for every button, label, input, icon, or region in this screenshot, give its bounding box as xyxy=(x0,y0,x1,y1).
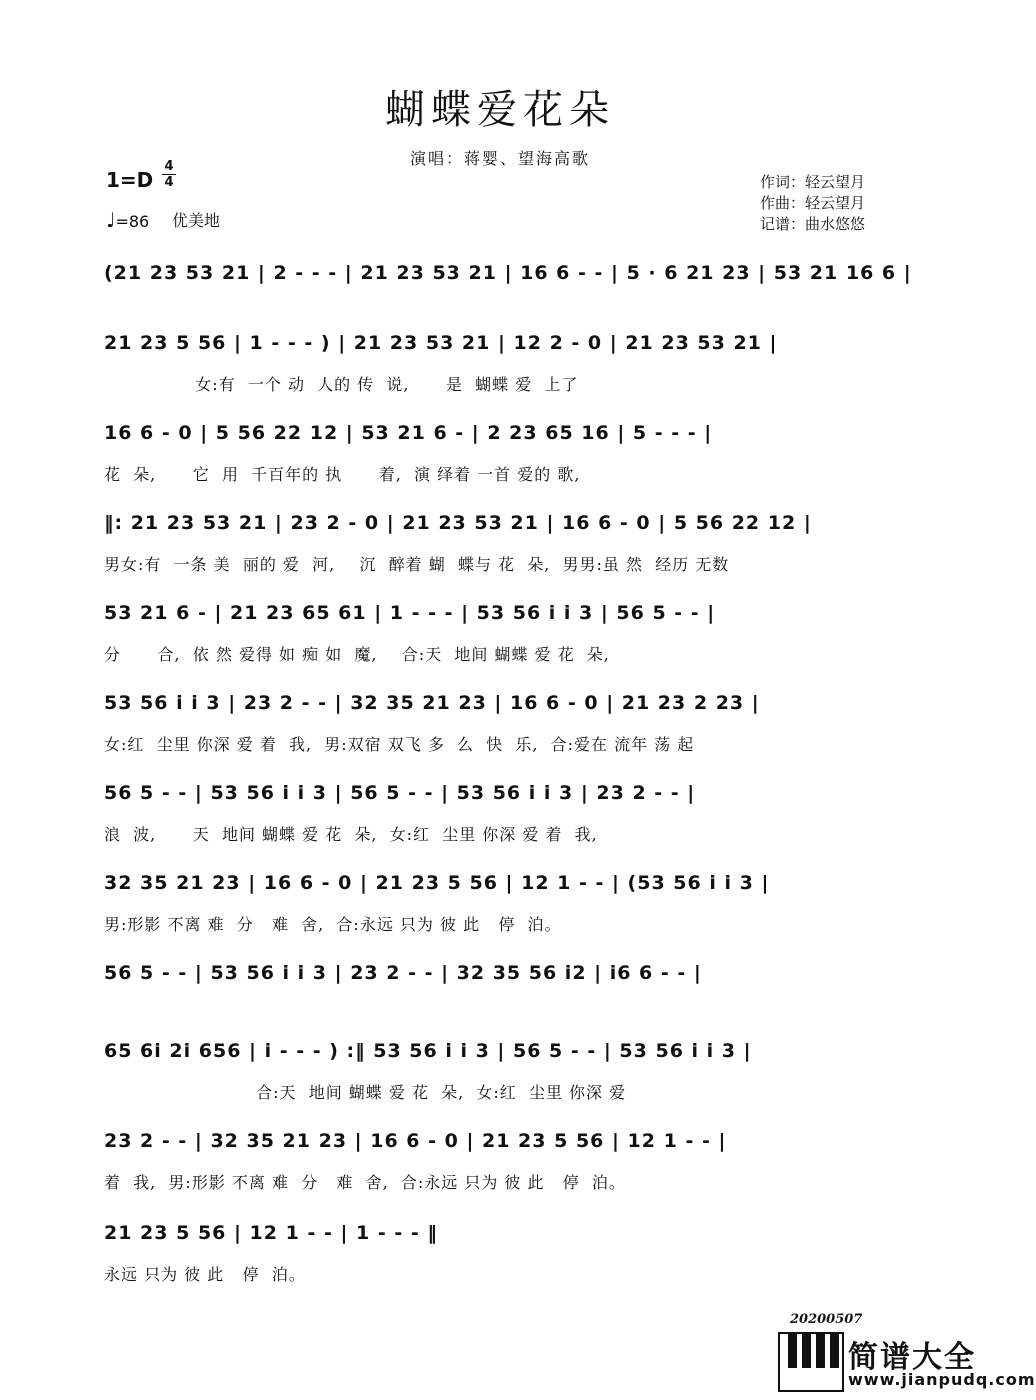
site-logo xyxy=(778,1332,1036,1394)
logo-text: 简谱大全 xyxy=(848,1340,976,1375)
quarter-note-icon: ♩ xyxy=(106,208,116,232)
notation-line: 16 6 - 0 | 5 56 22 12 | 53 21 6 - | 2 23 65 16 | 5 - - - | xyxy=(104,422,713,444)
tempo-value: =86 xyxy=(115,212,150,231)
composer-credit: 作曲：轻云望月 xyxy=(760,194,866,212)
lyric-line: 男:形影 不离 难 分 难 舍, 合:永远 只为 彼 此 停 泊。 xyxy=(104,915,562,934)
piano-icon xyxy=(778,1332,844,1392)
lyric-line: 永远 只为 彼 此 停 泊。 xyxy=(104,1265,306,1284)
lyric-line: 着 我, 男:形影 不离 难 分 难 舍, 合:永远 只为 彼 此 停 泊。 xyxy=(104,1173,626,1192)
notation-line: 53 21 6 - | 21 23 65 61 | 1 - - - | 53 56 i i 3 | 56 5 - - | xyxy=(104,602,716,624)
credits-block xyxy=(760,172,865,235)
key-signature: 1=D xyxy=(106,168,154,192)
singer-credit: 演唱：蒋婴、望海高歌 xyxy=(409,149,590,168)
lyric-line: 分 合, 依 然 爱得 如 痴 如 魔, 合:天 地间 蝴蝶 爱 花 朵, xyxy=(104,645,610,664)
style-marking: 优美地 xyxy=(172,211,221,230)
transcription-date: 20200507 xyxy=(790,1312,863,1327)
notation-line: (21 23 53 21 | 2 - - - | 21 23 53 21 | 16 6 - - | 5 · 6 21 23 | 53 21 16 6 | xyxy=(104,262,912,284)
time-signature-bottom: 4 xyxy=(164,175,174,190)
time-signature-top: 4 xyxy=(164,159,174,174)
notation-line: 53 56 i i 3 | 23 2 - - | 32 35 21 23 | 16 6 - 0 | 21 23 2 23 | xyxy=(104,692,760,714)
notation-line: 56 5 - - | 53 56 i i 3 | 56 5 - - | 53 56 i i 3 | 23 2 - - | xyxy=(104,782,696,804)
notation-line: 56 5 - - | 53 56 i i 3 | 23 2 - - | 32 35 56 i2 | i6 6 - - | xyxy=(104,962,702,984)
notation-line: 23 2 - - | 32 35 21 23 | 16 6 - 0 | 21 23 5 56 | 12 1 - - | xyxy=(104,1130,727,1152)
transcriber-credit: 记谱：曲水悠悠 xyxy=(760,215,866,233)
time-signature xyxy=(162,160,176,189)
notation-line: 21 23 5 56 | 1 - - - ) | 21 23 53 21 | 12 2 - 0 | 21 23 53 21 | xyxy=(104,332,778,354)
tempo-marking xyxy=(106,208,149,232)
lyric-line: 花 朵, 它 用 千百年的 执 着, 演 绎着 一首 爱的 歌, xyxy=(104,465,581,484)
song-title: 蝴蝶爱花朵 xyxy=(385,87,615,133)
notation-line: 32 35 21 23 | 16 6 - 0 | 21 23 5 56 | 12 1 - - | (53 56 i i 3 | xyxy=(104,872,770,894)
lyricist-credit: 作词：轻云望月 xyxy=(760,173,866,191)
lyric-line: 女:红 尘里 你深 爱 着 我, 男:双宿 双飞 多 么 快 乐, 合:爱在 流年 荡 起 xyxy=(104,735,695,754)
lyric-line: 合:天 地间 蝴蝶 爱 花 朵, 女:红 尘里 你深 爱 xyxy=(104,1083,627,1102)
notation-line: 21 23 5 56 | 12 1 - - | 1 - - - ‖ xyxy=(104,1222,438,1244)
lyric-line: 男女:有 一条 美 丽的 爱 河, 沉 醉着 蝴 蝶与 花 朵, 男男:虽 然 经历 无数 xyxy=(104,555,730,574)
lyric-line: 女:有 一个 动 人的 传 说, 是 蝴蝶 爱 上了 xyxy=(104,375,579,394)
notation-line: ‖: 21 23 53 21 | 23 2 - 0 | 21 23 53 21 | 16 6 - 0 | 5 56 22 12 | xyxy=(104,512,812,534)
logo-url: www.jianpudq.com xyxy=(848,1370,1036,1389)
notation-line: 65 6i 2i 656 | i - - - ) :‖ 53 56 i i 3 | 56 5 - - | 53 56 i i 3 | xyxy=(104,1040,752,1062)
lyric-line: 浪 波, 天 地间 蝴蝶 爱 花 朵, 女:红 尘里 你深 爱 着 我, xyxy=(104,825,598,844)
